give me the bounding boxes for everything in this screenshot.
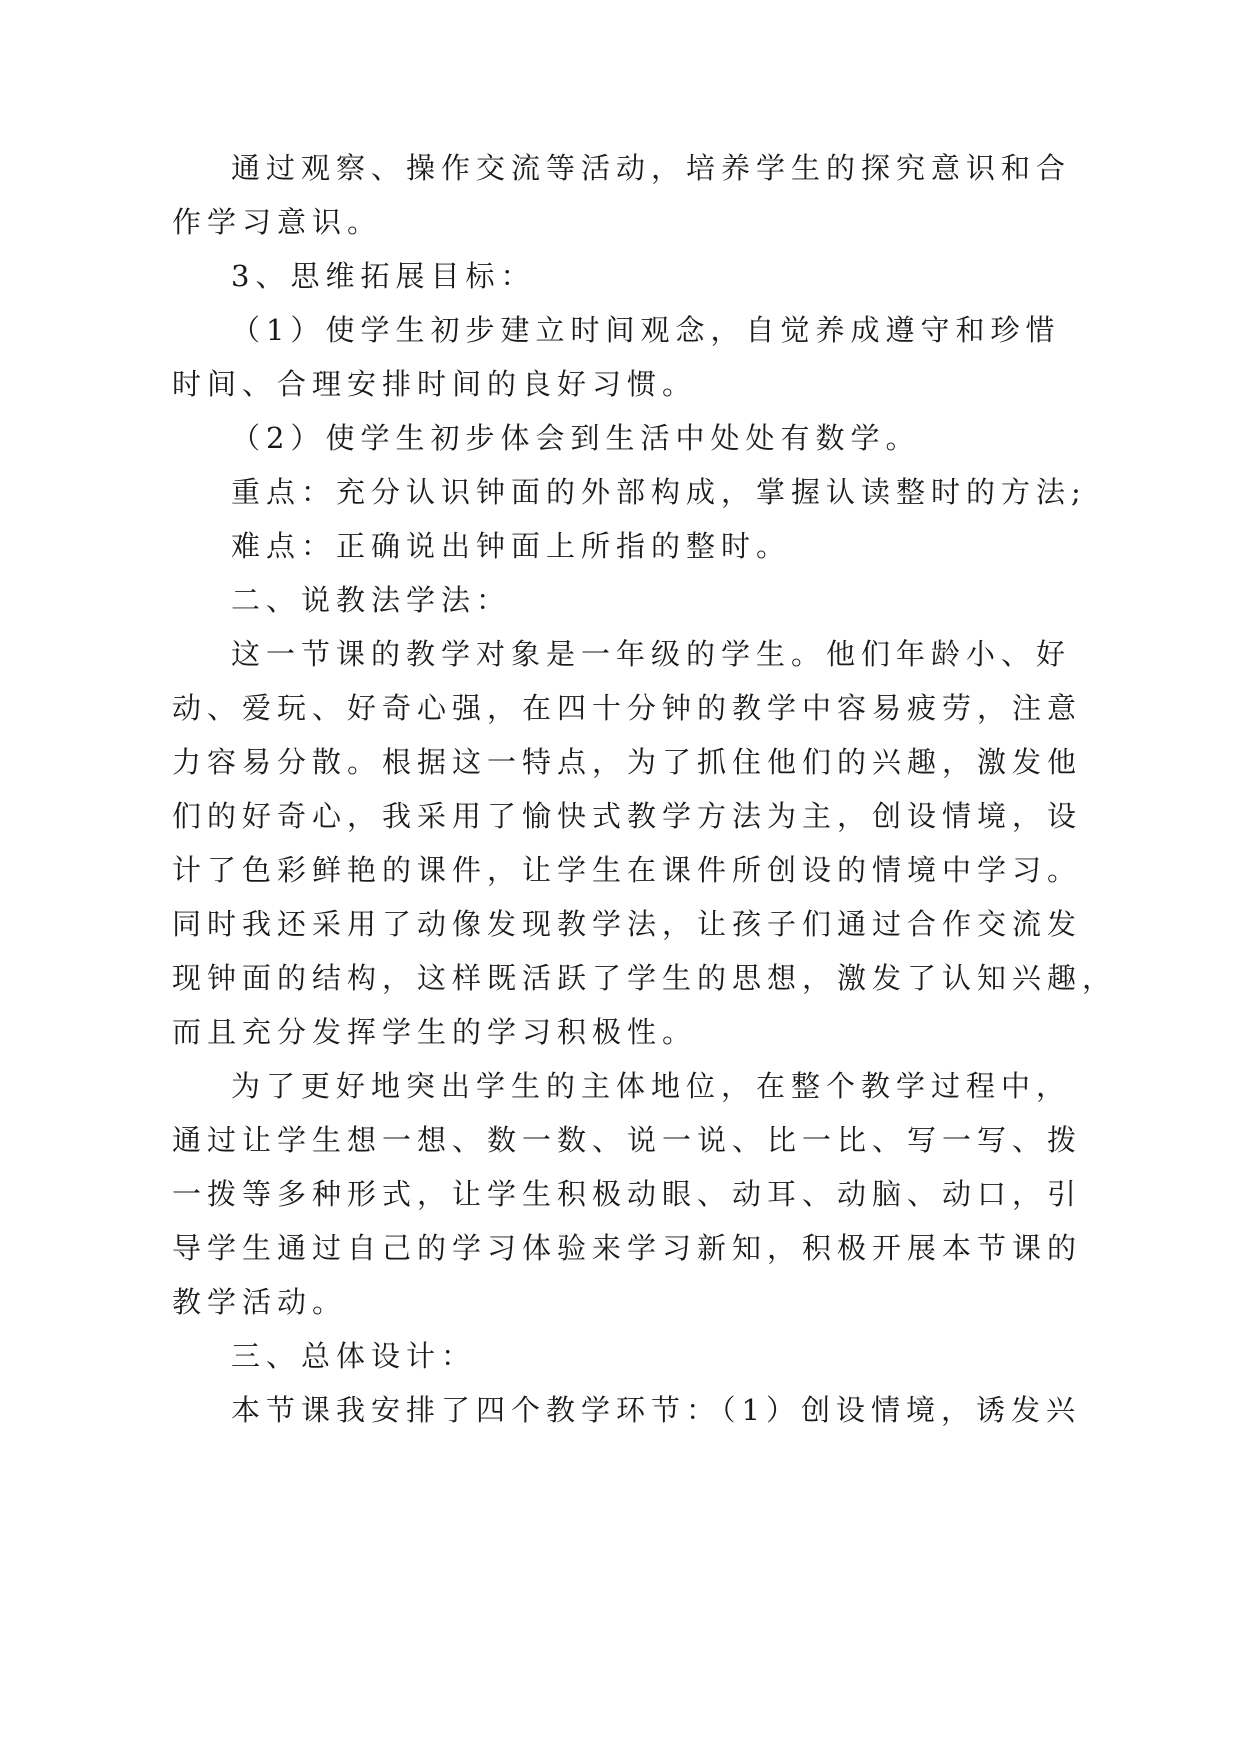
- text-line: 难点：正确说出钟面上所指的整时。: [231, 529, 792, 563]
- text-line: 时间、合理安排时间的良好习惯。: [172, 367, 698, 401]
- text-line: 而且充分发挥学生的学习积极性。: [172, 1015, 698, 1049]
- text-line: 计了色彩鲜艳的课件，让学生在课件所创设的情境中学习。: [172, 853, 1083, 887]
- text-line: 同时我还采用了动像发现教学法，让孩子们通过合作交流发: [172, 907, 1083, 941]
- text-line: 教学活动。: [172, 1285, 348, 1319]
- text-line: 现钟面的结构，这样既活跃了学生的思想，激发了认知兴趣，: [172, 961, 1118, 995]
- text-line: 通过让学生想一想、数一数、说一说、比一比、写一写、拨: [172, 1123, 1083, 1157]
- text-line: 二、说教法学法：: [231, 583, 512, 617]
- text-line: 动、爱玩、好奇心强，在四十分钟的教学中容易疲劳，注意: [172, 691, 1083, 725]
- text-line: 作学习意识。: [172, 205, 383, 239]
- text-line: 们的好奇心，我采用了愉快式教学方法为主，创设情境，设: [172, 799, 1083, 833]
- text-line: 通过观察、操作交流等活动，培养学生的探究意识和合: [231, 151, 1072, 185]
- text-line: 为了更好地突出学生的主体地位，在整个教学过程中，: [231, 1069, 1072, 1103]
- text-line: （2）使学生初步体会到生活中处处有数学。: [231, 421, 921, 455]
- text-line: 重点：充分认识钟面的外部构成，掌握认读整时的方法;: [231, 475, 1087, 509]
- text-line: 这一节课的教学对象是一年级的学生。他们年龄小、好: [231, 637, 1072, 671]
- text-line: 三、总体设计：: [231, 1339, 477, 1373]
- text-line: 导学生通过自己的学习体验来学习新知，积极开展本节课的: [172, 1231, 1083, 1265]
- text-line: 本节课我安排了四个教学环节：（1）创设情境，诱发兴: [231, 1393, 1081, 1427]
- text-line: 力容易分散。根据这一特点，为了抓住他们的兴趣，激发他: [172, 745, 1083, 779]
- text-line: 一拨等多种形式，让学生积极动眼、动耳、动脑、动口，引: [172, 1177, 1083, 1211]
- text-line: （1）使学生初步建立时间观念，自觉养成遵守和珍惜: [231, 313, 1061, 347]
- text-line: 3、思维拓展目标：: [231, 259, 536, 293]
